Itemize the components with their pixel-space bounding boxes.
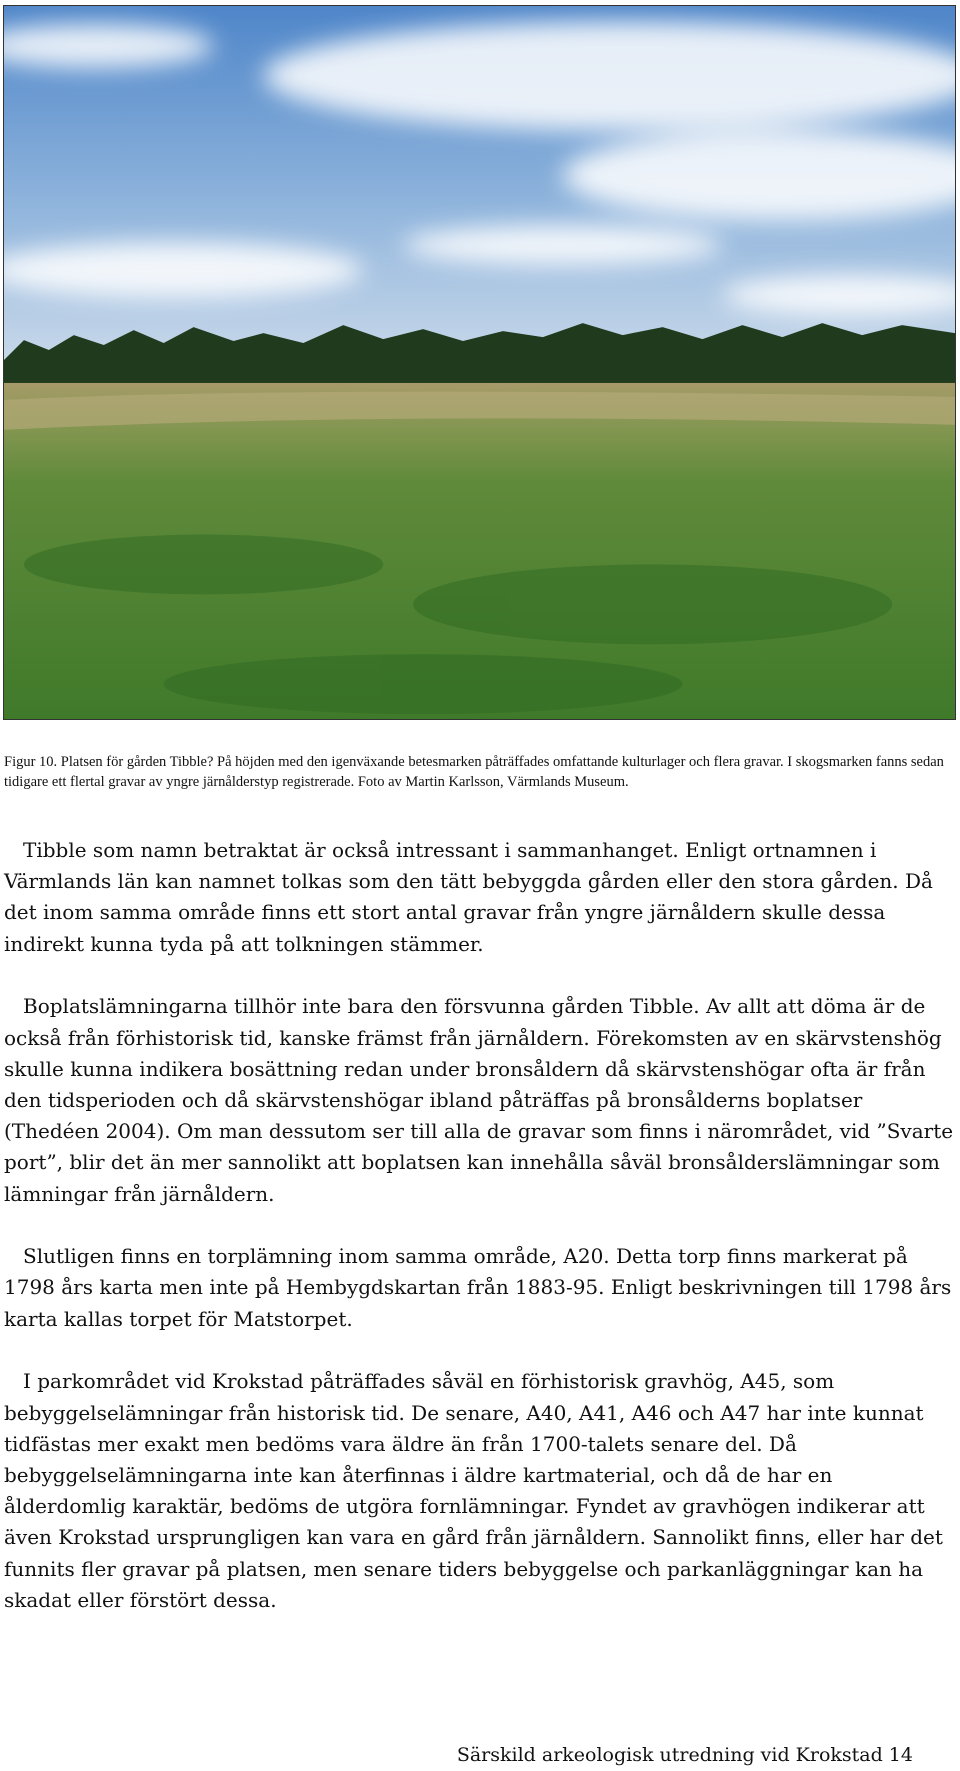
paragraph: Boplatslämningarna tillhör inte bara den försvunna gården Tibble. Av allt att döma är de också från förhistorisk tid, kanske främst från järnåldern. Förekomsten av en skärvstenshög skulle kunna indikera bosättning redan under bronsåldern då skärvstenshögar ofta är från den tidsperioden och då skärvstenshögar ibland påträffas på bronsålderns boplatser (Thedéen 2004). Om man dessutom ser till alla de gravar som finns i närområdet, vid ”Svarte port”, blir det än mer sannolikt att boplatsen kan innehålla såväl bronsålderslämningar som lämningar från järnåldern. (4, 994, 954, 1206)
paragraph: Tibble som namn betraktat är också intressant i sammanhanget. Enligt ortnamnen i Värmlands län kan namnet tolkas som den tätt bebyggda gården eller den stora gården. Då det inom samma område finns ett stort antal gravar från yngre järnåldern skulle dessa indirekt kunna tyda på att tolkningen stämmer. (4, 838, 933, 956)
landscape-photo-icon (4, 6, 955, 719)
field-photo (3, 5, 956, 720)
figure-caption: Figur 10. Platsen för gården Tibble? På höjden med den igenväxande betesmarken påträffades omfattande kulturlager och flera gravar. I skogsmarken fanns sedan tidigare ett flertal gravar av yngre järnålderstyp registrerade. Foto av Martin Karlsson, Värmlands Museum. (4, 754, 944, 790)
paragraph: I parkområdet vid Krokstad påträffades såväl en förhistorisk gravhög, A45, som bebyggelselämningar från historisk tid. De senare, A40, A41, A46 och A47 har inte kunnat tidfästas mer exakt men bedöms vara äldre än från 1700-talets senare del. Då bebyggelselämningarna inte kan återfinnas i äldre kartmaterial, och då de har en ålderdomlig karaktär, bedöms de utgöra fornlämningar. Fyndet av gravhögen indikerar att även Krokstad ursprungligen kan vara en gård från järnåldern. Sannolikt finns, eller har det funnits fler gravar på platsen, men senare tiders bebyggelse och parkanläggningar kan ha skadat eller förstört dessa. (4, 1369, 943, 1612)
page-footer: Särskild arkeologisk utredning vid Krokstad 14 (456, 1744, 913, 1766)
paragraph: Slutligen finns en torplämning inom samma område, A20. Detta torp finns markerat på 1798 års karta men inte på Hembygdskartan från 1883-95. Enligt beskrivningen till 1798 års karta kallas torpet för Matstorpet. (4, 1244, 952, 1331)
body-text (4, 835, 956, 1647)
